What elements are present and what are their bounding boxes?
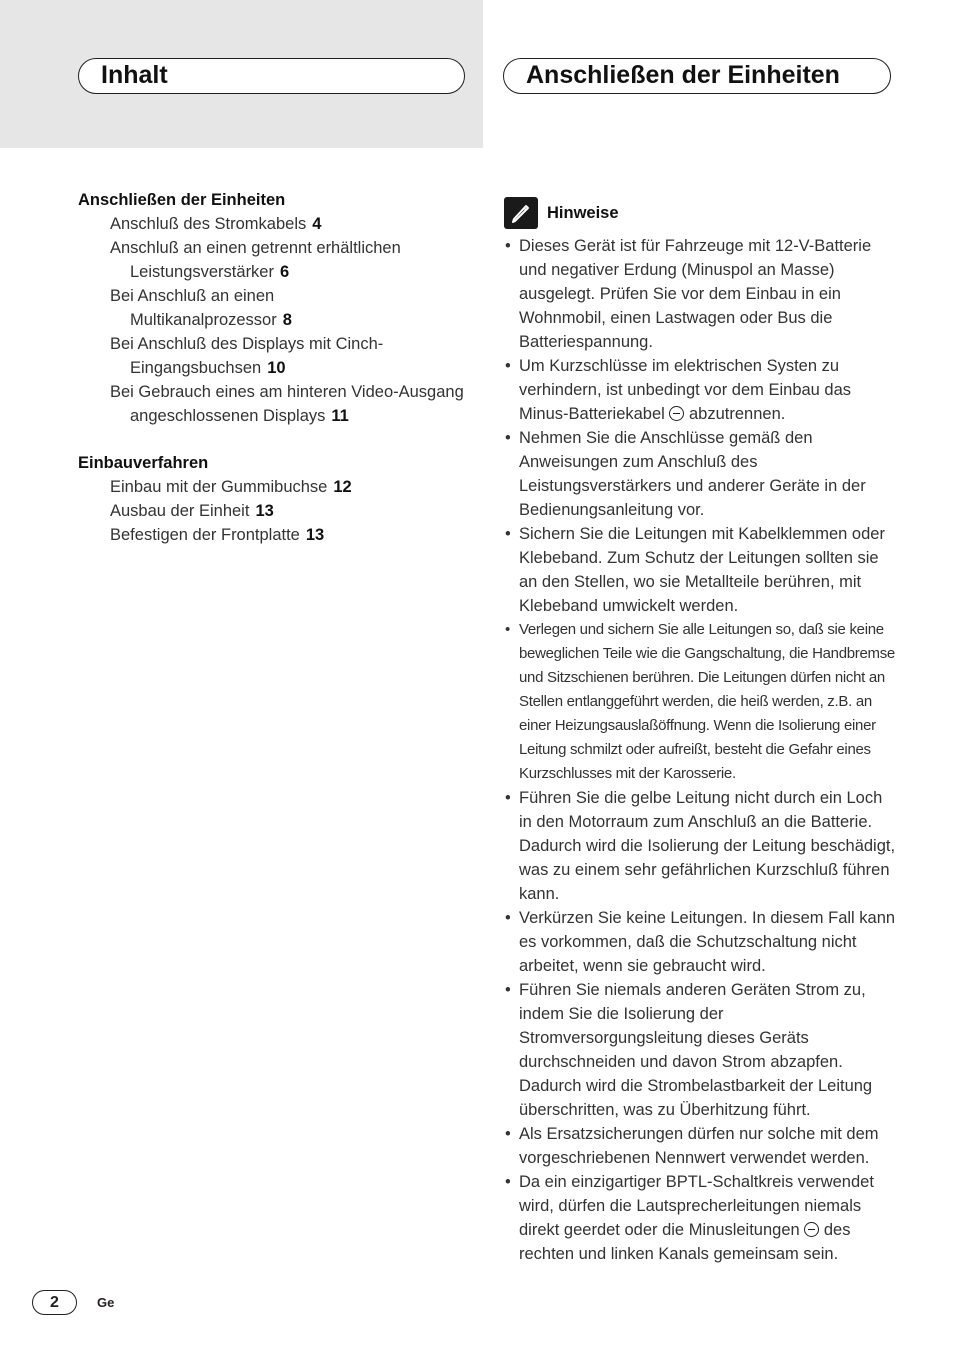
toc-page-number: 13 (255, 502, 274, 520)
section-title: Anschließen der Einheiten (503, 58, 891, 94)
note-text: des rechten und linken Kanals gemeinsam sein. (519, 1221, 851, 1263)
notes-list (504, 234, 896, 1266)
toc-page-number: 13 (305, 526, 325, 544)
toc-entry[interactable] (78, 332, 478, 380)
toc-entry[interactable] (78, 380, 478, 428)
list-item: • Verlegen und sichern Sie alle Leitungen so, daß sie keine beweglichen Teile wie die Gangschaltung, die Handbremse und Sitzschienen berühren. Die Leitungen dürfen nicht an Stellen entlanggeführt werden, die heiß werden, z.B. an einer Heizungsauslaßöffnung. Wenn die Isolierung einer Leitung schmilzt oder aufreißt, besteht die Gefahr eines Kurzschlusses mit der Karosserie. (504, 618, 896, 786)
toc-page-number: 8 (282, 311, 292, 329)
notes-section (504, 196, 896, 1266)
note-text: Da ein einzigartiger BPTL-Schaltkreis verwendet wird, dürfen die Lautsprecherleitungen niemals direkt geerdet oder die Minusleitungen (519, 1173, 874, 1239)
list-item (504, 1170, 896, 1266)
note-text: Um Kurzschlüsse im elektrischen Systen zu verhindern, ist unbedingt vor dem Einbau das Minus-Batteriekabel (519, 357, 852, 423)
toc-entry[interactable] (78, 236, 478, 284)
minus-terminal-icon (804, 1222, 819, 1237)
toc-entry-label: Einbau mit der Gummibuchse (110, 478, 328, 496)
table-of-contents (78, 188, 478, 547)
toc-entry-label: Anschluß an einen getrennt erhältlichen Leistungsverstärker (110, 239, 401, 281)
list-item: • Nehmen Sie die Anschlüsse gemäß den Anweisungen zum Anschluß des Leistungsverstärkers und anderer Geräte in der Bedienungsanleitung vor. (504, 426, 896, 522)
contents-title: Inhalt (78, 58, 465, 94)
toc-entry-label: Ausbau der Einheit (110, 502, 250, 520)
toc-entry-label: Bei Gebrauch eines am hinteren Video-Ausgang angeschlossenen Displays (110, 383, 464, 425)
toc-page-number: 11 (331, 407, 349, 425)
language-code: Ge (97, 1295, 115, 1310)
toc-page-number: 4 (312, 215, 322, 233)
toc-entry[interactable] (78, 284, 478, 332)
list-item (504, 354, 896, 426)
toc-page-number: 10 (267, 359, 286, 377)
toc-heading: Anschließen der Einheiten (78, 191, 286, 209)
toc-page-number: 12 (333, 478, 352, 496)
list-item: • Sichern Sie die Leitungen mit Kabelklemmen oder Klebeband. Zum Schutz der Leitungen sollten sie an den Stellen, wo sie Metallteile berühren, mit Klebeband umwickelt werden. (504, 522, 896, 618)
notes-header (504, 196, 896, 230)
toc-entry-label: Bei Anschluß des Displays mit Cinch-Eingangsbuchsen (110, 335, 384, 377)
toc-entry-label: Anschluß des Stromkabels (110, 215, 307, 233)
notes-title: Hinweise (547, 203, 619, 222)
list-item: • Führen Sie niemals anderen Geräten Strom zu, indem Sie die Isolierung der Stromversorgungsleitung dieses Geräts durchschneiden und davon Strom abzapfen. Dadurch wird die Strombelastbarkeit der Leitung überschritten, was zu Überhitzung führt. (504, 978, 896, 1122)
toc-heading: Einbauverfahren (78, 454, 209, 472)
toc-entry-label: Bei Anschluß an einen Multikanalprozessor (110, 287, 277, 329)
page-number: 2 (32, 1290, 77, 1315)
list-item: • Verkürzen Sie keine Leitungen. In diesem Fall kann es vorkommen, daß die Schutzschaltung nicht arbeitet, wenn sie gebraucht wird. (504, 906, 896, 978)
toc-entry[interactable] (78, 212, 478, 236)
list-item: • Als Ersatzsicherungen dürfen nur solche mit dem vorgeschriebenen Nennwert verwendet werden. (504, 1122, 896, 1170)
toc-entry-label: Befestigen der Frontplatte (110, 526, 300, 544)
toc-page-number: 6 (279, 263, 290, 281)
toc-entry[interactable] (78, 499, 478, 523)
list-item: • Dieses Gerät ist für Fahrzeuge mit 12-V-Batterie und negativer Erdung (Minuspol an Masse) ausgelegt. Prüfen Sie vor dem Einbau in ein Wohnmobil, einen Lastwagen oder Bus die Batteriespannung. (504, 234, 896, 354)
pencil-note-icon (504, 197, 538, 229)
list-item: • Führen Sie die gelbe Leitung nicht durch ein Loch in den Motorraum zum Anschluß an die Batterie. Dadurch wird die Isolierung der Leitung beschädigt, was zu einem sehr gefährlichen Kurzschluß führen kann. (504, 786, 896, 906)
note-text: abzutrennen. (684, 405, 786, 423)
minus-terminal-icon (669, 406, 684, 421)
toc-entry[interactable] (78, 523, 478, 547)
toc-entry[interactable] (78, 475, 478, 499)
